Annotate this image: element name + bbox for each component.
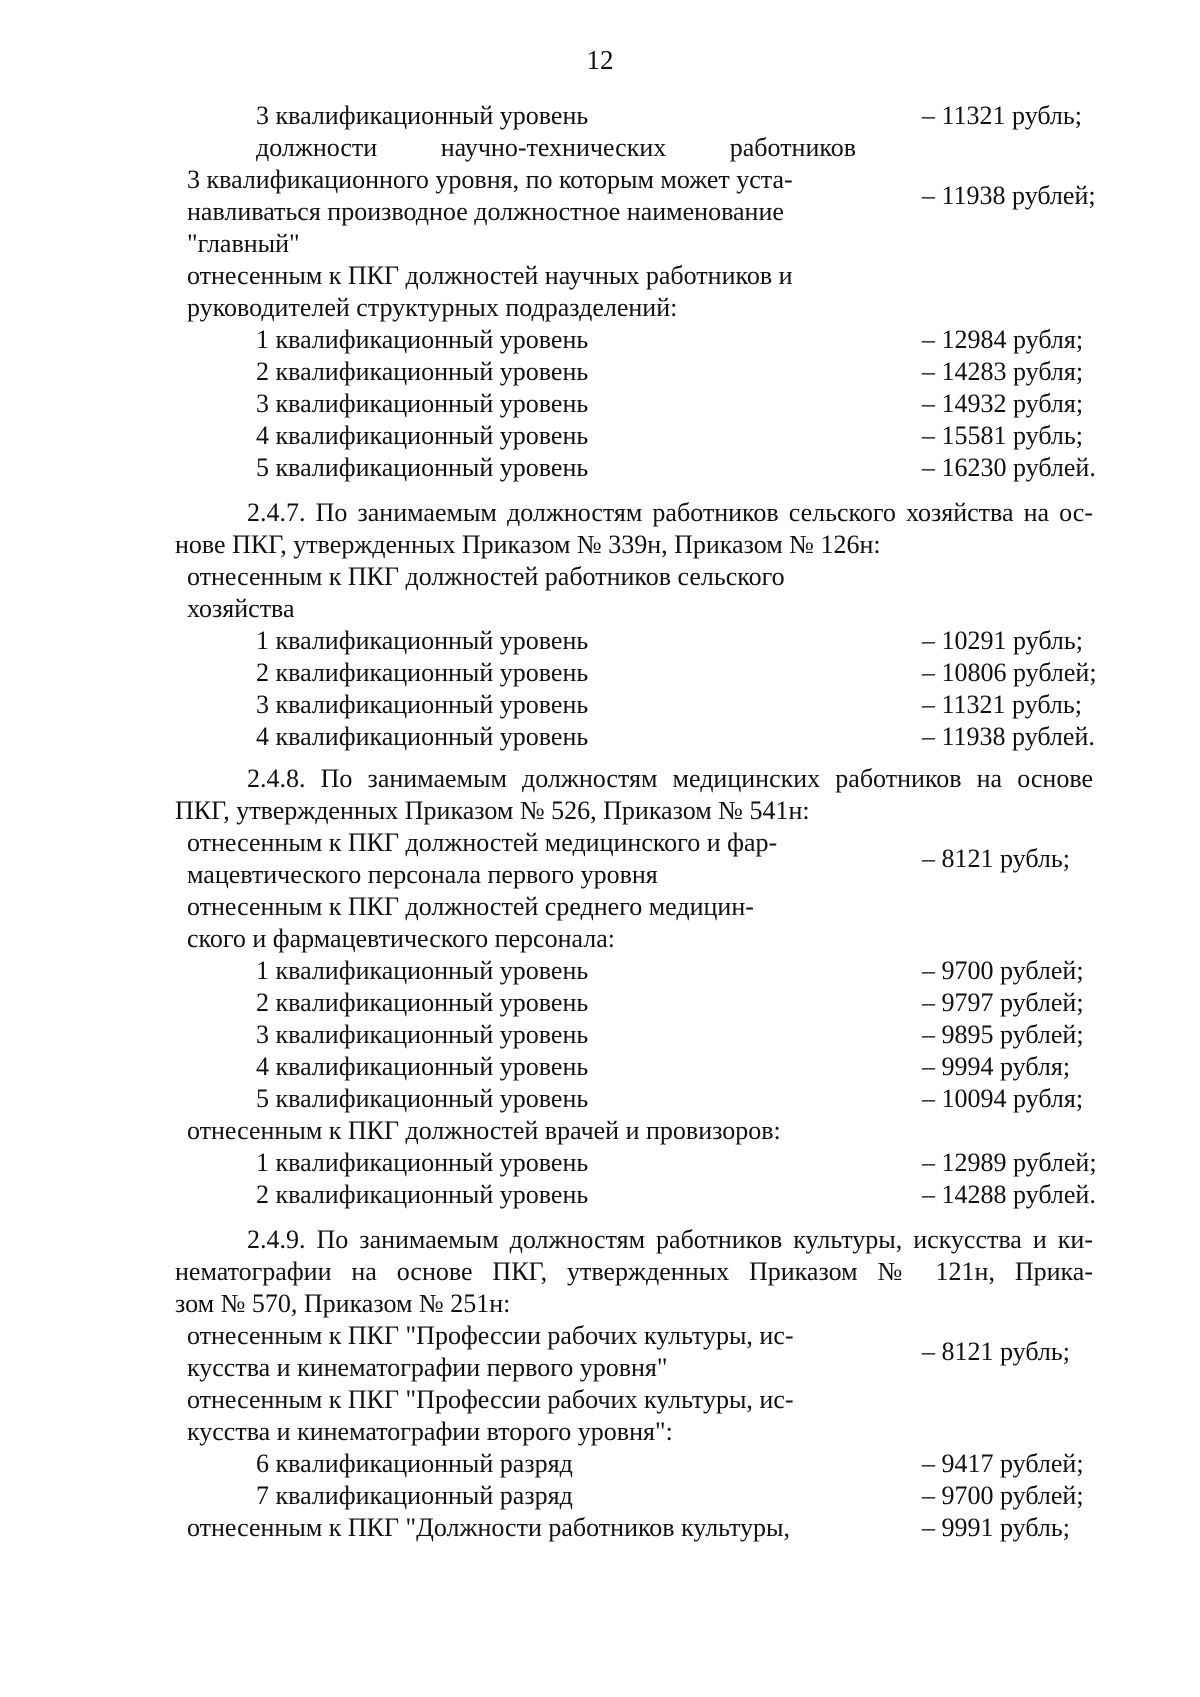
salary-row xyxy=(0,420,1200,452)
salary-row xyxy=(0,721,1200,753)
salary-amount: – 14288 рублей. xyxy=(922,1180,1096,1209)
category-header xyxy=(0,891,1200,923)
level-label: 3 квалификационный уровень xyxy=(256,389,589,418)
salary-row xyxy=(0,1083,1200,1115)
salary-amount: – 12989 рублей; xyxy=(922,1148,1097,1177)
category-header-line: хозяйства xyxy=(187,594,295,623)
salary-amount: – 9700 рублей; xyxy=(922,956,1084,985)
nt-line-4-text: "главный" xyxy=(187,229,300,258)
section-2-4-8 xyxy=(175,763,1093,827)
salary-amount: – 11938 рублей; xyxy=(922,181,1096,210)
level-label: 5 квалификационный уровень xyxy=(256,1084,589,1113)
nt-line-3 xyxy=(0,181,1200,228)
salary-amount: – 9417 рублей; xyxy=(922,1449,1084,1478)
category-header xyxy=(0,923,1200,955)
page-number: 12 xyxy=(586,45,614,75)
salary-amount: – 8121 рубль; xyxy=(922,1337,1070,1366)
salary-row xyxy=(0,1448,1200,1480)
salary-amount: – 14932 рубля; xyxy=(922,389,1084,418)
category-header-line: ского и фармацевтического персонала: xyxy=(187,924,615,953)
salary-row xyxy=(0,689,1200,721)
category-header-line: мацевтического персонала первого уровня xyxy=(187,860,658,889)
category-header-line: отнесенным к ПКГ "Должности работников культуры, xyxy=(187,1513,791,1542)
level-label: 1 квалификационный уровень xyxy=(256,1148,589,1177)
category-header-line: кусства и кинематографии второго уровня": xyxy=(187,1417,673,1446)
category-header xyxy=(0,827,1200,873)
level-label: 2 квалификационный уровень xyxy=(256,1180,589,1209)
nt-line-1-text xyxy=(256,132,856,164)
nt-line-3-text: навливаться производное должностное наименование xyxy=(187,197,784,226)
word: должности xyxy=(256,133,378,162)
category-header xyxy=(0,1384,1200,1416)
nt-line-4 xyxy=(0,228,1200,260)
salary-amount: – 12984 рубля; xyxy=(922,325,1084,354)
category-header xyxy=(0,1115,1200,1147)
paragraph-line: 2.4.9. По занимаемым должностям работников культуры, искусства и ки- xyxy=(247,1225,1093,1254)
category-header xyxy=(0,593,1200,625)
paragraph-line: ПКГ, утвержденных Приказом № 526, Приказом № 541н: xyxy=(175,796,810,825)
section-2-4-9 xyxy=(175,1224,1093,1320)
category-header xyxy=(0,260,1200,292)
word: научно-технических xyxy=(440,133,667,162)
level-label: 2 квалификационный уровень xyxy=(256,658,589,687)
category-header-line: отнесенным к ПКГ должностей среднего медицин- xyxy=(187,892,754,921)
salary-row xyxy=(0,987,1200,1019)
nt-line-2-text: 3 квалификационного уровня, по которым может уста- xyxy=(187,165,793,194)
category-header xyxy=(0,859,1200,891)
level-label: 7 квалификационный разряд xyxy=(256,1481,573,1510)
category-header xyxy=(0,1512,1200,1544)
paragraph-line: нове ПКГ, утвержденных Приказом № 339н, Приказом № 126н: xyxy=(175,530,881,559)
category-header-line: отнесенным к ПКГ должностей работников сельского xyxy=(187,562,785,591)
level-label: 6 квалификационный разряд xyxy=(256,1449,573,1478)
category-header xyxy=(0,292,1200,324)
category-header-line: отнесенным к ПКГ "Профессии рабочих культуры, ис- xyxy=(187,1321,794,1350)
level-label: 1 квалификационный уровень xyxy=(256,956,589,985)
category-header-line: отнесенным к ПКГ должностей медицинского и фар- xyxy=(187,828,778,857)
section-2-4-7 xyxy=(175,497,1093,561)
level-label: 4 квалификационный уровень xyxy=(256,421,589,450)
level-label: 4 квалификационный уровень xyxy=(256,722,589,751)
salary-amount: – 10094 рубля; xyxy=(922,1084,1084,1113)
salary-amount: – 8121 рубль; xyxy=(922,844,1070,873)
salary-row xyxy=(0,1480,1200,1512)
category-header xyxy=(0,1416,1200,1448)
salary-amount: – 9991 рубль; xyxy=(922,1513,1070,1542)
level-label: 3 квалификационный уровень xyxy=(256,690,589,719)
salary-row xyxy=(0,324,1200,356)
salary-amount: – 9895 рублей; xyxy=(922,1020,1084,1049)
category-header-line: отнесенным к ПКГ должностей врачей и провизоров: xyxy=(187,1116,781,1145)
salary-amount: – 16230 рублей. xyxy=(922,453,1096,482)
level-label: 1 квалификационный уровень xyxy=(256,325,589,354)
category-header xyxy=(0,561,1200,593)
level-label: 2 квалификационный уровень xyxy=(256,357,589,386)
paragraph-line: нематографии на основе ПКГ, утвержденных Приказом № 121н, Прика- xyxy=(175,1257,1093,1286)
document-body xyxy=(0,100,1200,1544)
category-header-line: кусства и кинематографии первого уровня" xyxy=(187,1353,668,1382)
salary-row xyxy=(0,955,1200,987)
salary-amount: – 9700 рублей; xyxy=(922,1481,1084,1510)
salary-amount: – 11321 рубль; xyxy=(922,101,1082,130)
level-label: 4 квалификационный уровень xyxy=(256,1052,589,1081)
salary-amount: – 15581 рубль; xyxy=(922,421,1083,450)
level-label: 1 квалификационный уровень xyxy=(256,626,589,655)
salary-row xyxy=(0,1051,1200,1083)
salary-row xyxy=(0,1179,1200,1211)
level-label: 3 квалификационный уровень xyxy=(256,101,589,130)
salary-row xyxy=(0,452,1200,484)
salary-row xyxy=(0,388,1200,420)
salary-row xyxy=(0,625,1200,657)
level-label: 5 квалификационный уровень xyxy=(256,453,589,482)
salary-row xyxy=(0,1147,1200,1179)
paragraph-line: 2.4.7. По занимаемым должностям работников сельского хозяйства на ос- xyxy=(247,498,1093,527)
category-header-line: отнесенным к ПКГ должностей научных работников и xyxy=(187,261,793,290)
category-header-line: отнесенным к ПКГ "Профессии рабочих культуры, ис- xyxy=(187,1385,794,1414)
salary-amount: – 14283 рубля; xyxy=(922,357,1084,386)
category-header-line: руководителей структурных подразделений: xyxy=(187,293,678,322)
salary-amount: – 9797 рублей; xyxy=(922,988,1084,1017)
salary-amount: – 10291 рубль; xyxy=(922,626,1083,655)
salary-amount: – 11938 рублей. xyxy=(922,722,1095,751)
salary-row xyxy=(0,657,1200,689)
category-header xyxy=(0,1352,1200,1384)
salary-row xyxy=(0,356,1200,388)
level-label: 2 квалификационный уровень xyxy=(256,988,589,1017)
salary-amount: – 10806 рублей; xyxy=(922,658,1097,687)
salary-amount: – 11321 рубль; xyxy=(922,690,1082,719)
category-header xyxy=(0,1320,1200,1366)
salary-row xyxy=(0,100,1200,132)
paragraph-line: 2.4.8. По занимаемым должностям медицинских работников на основе xyxy=(247,764,1093,793)
nt-group xyxy=(0,132,1200,260)
level-label: 3 квалификационный уровень xyxy=(256,1020,589,1049)
paragraph-line: зом № 570, Приказом № 251н: xyxy=(175,1289,511,1318)
salary-row xyxy=(0,1019,1200,1051)
salary-amount: – 9994 рубля; xyxy=(922,1052,1071,1081)
word: работников xyxy=(729,133,856,162)
nt-line-1 xyxy=(0,132,1200,164)
